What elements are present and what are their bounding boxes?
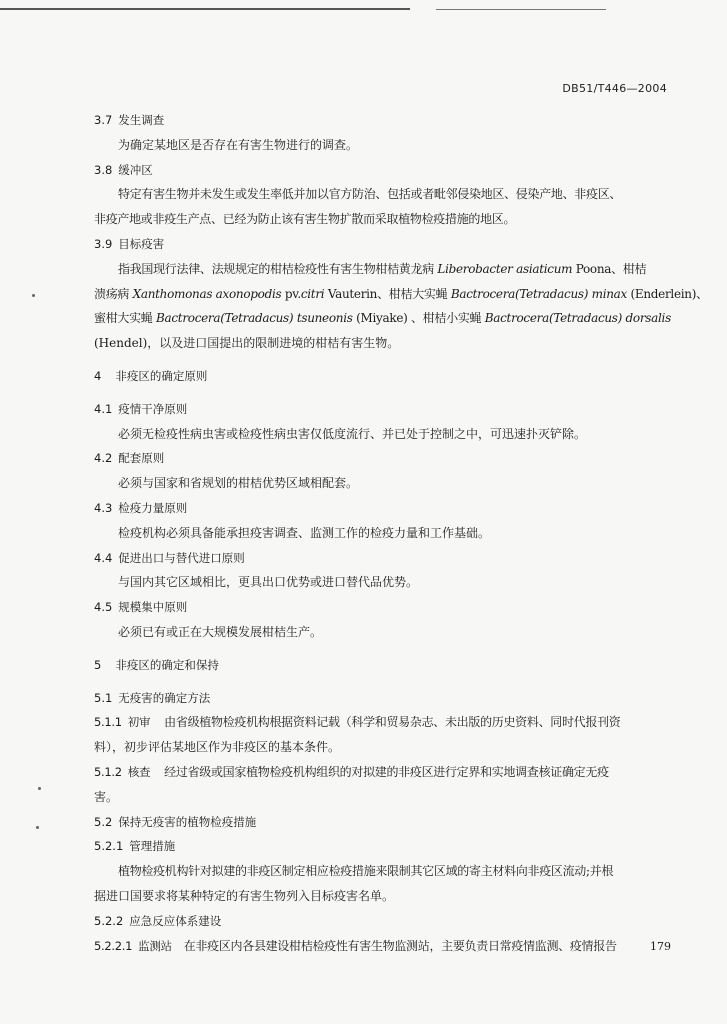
- top-rule: [0, 8, 410, 10]
- section-3-8-heading: 3.8 缓冲区: [94, 162, 153, 177]
- page-number: 179: [650, 940, 671, 953]
- section-3-9-text-2: 溃疡病 Xanthomonas axonopodis pv.citri Vauterin、柑桔大实蝇 Bactrocera(Tetradacus) minax (Enderlein)、: [94, 286, 708, 301]
- section-5-1-2-text-2: 害。: [94, 789, 119, 804]
- section-4-1-text: 必须无检疫性病虫害或检疫性病虫害仅低度流行、并已处于控制之中，可迅速扑灭铲除。: [118, 426, 587, 441]
- section-4-2-text: 必须与国家和省规划的柑桔优势区域相配套。: [118, 476, 359, 491]
- section-5-1-1-text-1: 5.1.1 初审 由省级植物检疫机构根据资料记载（科学和贸易杂志、未出版的历史资料、同时代报刊资: [94, 715, 621, 730]
- section-3-9-text-4: (Hendel)，以及进口国提出的限制进境的柑桔有害生物。: [94, 336, 400, 351]
- scan-speck: [32, 294, 35, 297]
- section-4-4-text: 与国内其它区域相比，更具出口优势或进口替代品优势。: [118, 575, 419, 590]
- section-4-1-heading: 4.1 疫情干净原则: [94, 401, 188, 416]
- section-5-2-2-1-text: 5.2.2.1 监测站 在非疫区内各县建设柑桔检疫性有害生物监测站，主要负责日常疫情监测、疫情报告: [94, 938, 617, 953]
- section-3-8-text-2: 非疫产地或非疫生产点、已经为防止该有害生物扩散而采取植物检疫措施的地区。: [94, 212, 516, 227]
- section-5-1-2-text-1: 5.1.2 核查 经过省级或国家植物检疫机构组织的对拟建的非疫区进行定界和实地调查核证确定无疫: [94, 764, 609, 779]
- section-4-4-heading: 4.4 促进出口与替代进口原则: [94, 550, 245, 565]
- section-4-2-heading: 4.2 配套原则: [94, 451, 165, 466]
- top-rule-right: [436, 9, 606, 10]
- section-5-2-1-heading: 5.2.1 管理措施: [94, 839, 176, 854]
- section-3-9-text-3: 蜜柑大实蝇 Bactrocera(Tetradacus) tsuneonis (Miyake) 、柑桔小实蝇 Bactrocera(Tetradacus) dorsalis: [94, 311, 671, 326]
- section-5-1-1-text-2: 料），初步评估某地区作为非疫区的基本条件。: [94, 740, 341, 755]
- section-4-5-text: 必须已有或正在大规模发展柑桔生产。: [118, 624, 323, 639]
- scan-speck: [38, 787, 41, 790]
- chapter-5-heading: 5 非疫区的确定和保持: [94, 657, 219, 672]
- section-5-2-1-text-1: 植物检疫机构针对拟建的非疫区制定相应检疫措施来限制其它区域的寄主材料向非疫区流动;并根: [118, 864, 614, 879]
- section-5-2-2-heading: 5.2.2 应急反应体系建设: [94, 913, 222, 928]
- section-3-8-text-1: 特定有害生物并未发生或发生率低并加以官方防治、包括或者毗邻侵染地区、侵染产地、非疫区、: [118, 187, 622, 202]
- document-code: DB51/T446—2004: [562, 82, 667, 95]
- scan-speck: [36, 826, 39, 829]
- section-5-2-1-text-2: 据进口国要求将某种特定的有害生物列入目标疫害名单。: [94, 888, 395, 903]
- section-4-3-heading: 4.3 检疫力量原则: [94, 500, 188, 515]
- section-3-7-heading: 3.7 发生调查: [94, 113, 165, 127]
- section-5-1-heading: 5.1 无疫害的确定方法: [94, 690, 211, 705]
- section-4-3-text: 检疫机构必须具备能承担疫害调查、监测工作的检疫力量和工作基础。: [118, 525, 491, 540]
- section-3-9-heading: 3.9 目标疫害: [94, 236, 165, 251]
- section-4-5-heading: 4.5 规模集中原则: [94, 600, 188, 615]
- section-3-7-text: 为确定某地区是否存在有害生物进行的调查。: [118, 137, 359, 152]
- section-5-2-heading: 5.2 保持无疫害的植物检疫措施: [94, 814, 257, 829]
- section-3-9-text-1: 指我国现行法律、法规规定的柑桔检疫性有害生物柑桔黄龙病 Liberobacter asiaticum Poona、柑桔: [118, 261, 647, 276]
- page-body: [94, 108, 708, 958]
- chapter-4-heading: 4 非疫区的确定原则: [94, 368, 208, 383]
